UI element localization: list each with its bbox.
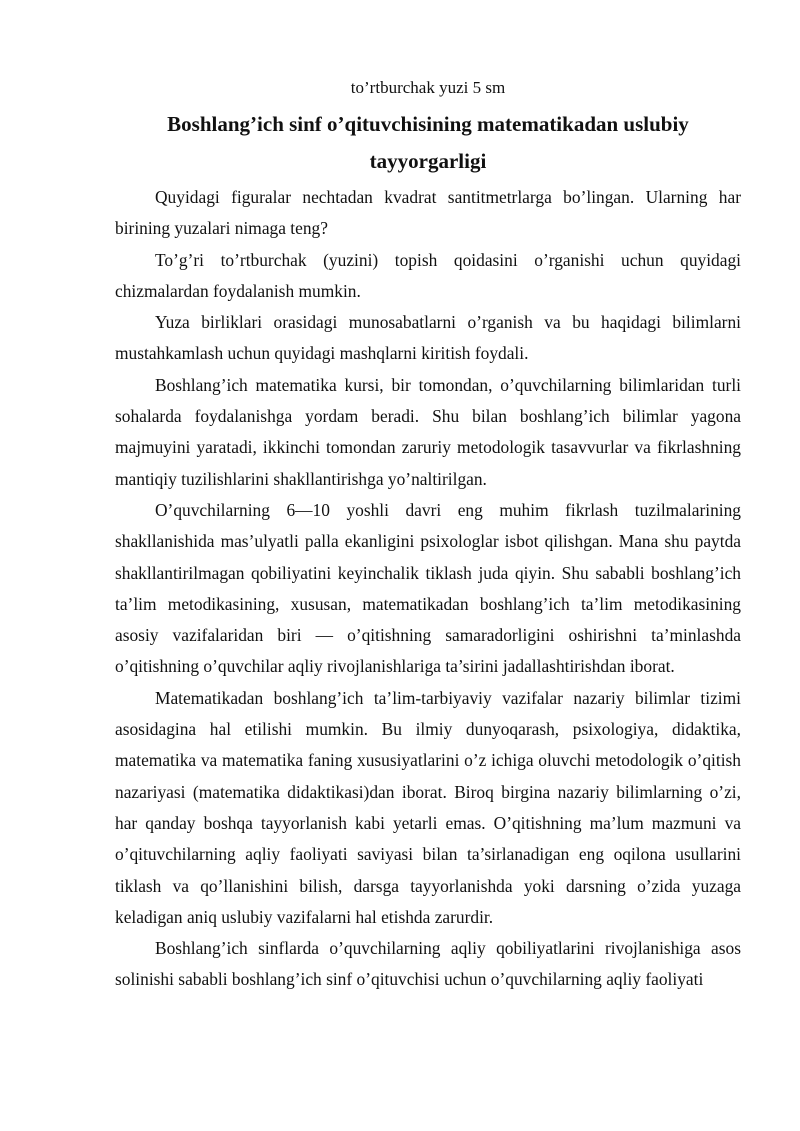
paragraph: Quyidagi figuralar nechtadan kvadrat santitmetrlarga bo’lingan. Ularning har birining yuzalari nimaga teng? <box>115 187 741 239</box>
paragraph: Yuza birliklari orasidagi munosabatlarni o’rganish va bu haqidagi bilimlarni mustahkamlash uchun quyidagi mashqlarni kiritish foydali. <box>115 312 741 364</box>
paragraph: Matematikadan boshlang’ich ta’lim-tarbiyaviy vazifalar nazariy bilimlar tizimi asosidagina hal etilishi mumkin. Bu ilmiy dunyoqarash, psixologiya, didaktika, matematika va matematika faning xususiyatlarini o’z ichiga oluvchi metodologik o’qitish nazariyasi (matematika didaktikasi)dan iborat. Biroq birgina nazariy bilimlarning o’zi, har qanday boshqa tayyorlanish kabi yetarli emas. O’qitishning ma’lum mazmuni va o’qituvchilarning aqliy faoliyati saviyasi bilan ta’sirlanadigan eng oqilona usullarini tiklash va qo’llanishini bilish, darsga tayyorlanishda yoki darsning o’zida yuzaga keladigan aniq uslubiy vazifalarni hal etishda zarurdir. <box>115 687 741 927</box>
page-title: Boshlang’ich sinf o’qituvchisining matematikadan uslubiy tayyorgarligi <box>167 112 689 173</box>
document-page <box>115 74 741 996</box>
paragraph: O’quvchilarning 6—10 yoshli davri eng muhim fikrlash tuzilmalarining shakllanishida mas’ulyatli palla ekanligini psixologlar isbot qilishgan. Mana shu paytda shakllantirilmagan qobiliyatini keyinchalik tiklash juda qiyin. Shu sababli boshlang’ich ta’lim metodikasining, xususan, matematikadan boshlang’ich ta’lim metodikasining asosiy vazifalaridan biri — o’qitishning samaradorligini oshirishni ta’minlashda o’qitishning o’quvchilar aqliy rivojlanishlariga ta’sirini jadallashtirishdan iborat. <box>115 499 741 677</box>
paragraph: To’g’ri to’rtburchak (yuzini) topish qoidasini o’rganishi uchun quyidagi chizmalardan foydalanish mumkin. <box>115 249 741 301</box>
paragraph: Boshlang’ich sinflarda o’quvchilarning aqliy qobiliyatlarini rivojlanishiga asos solinishi sababli boshlang’ich sinf o’qituvchisi uchun o’quvchilarning aqliy faoliyati <box>115 938 741 990</box>
paragraph: Boshlang’ich matematika kursi, bir tomondan, o’quvchilarning bilimlaridan turli sohalarda foydalanishga yordam beradi. Shu bilan boshlang’ich bilimlar yagona majmuyini yaratadi, ikkinchi tomondan zaruriy metodologik tasavvurlar va fikrlashning mantiqiy tuzilishlarini shakllantirishga yo’naltirilgan. <box>115 374 741 489</box>
top-line: to’rtburchak yuzi 5 sm <box>350 78 506 97</box>
